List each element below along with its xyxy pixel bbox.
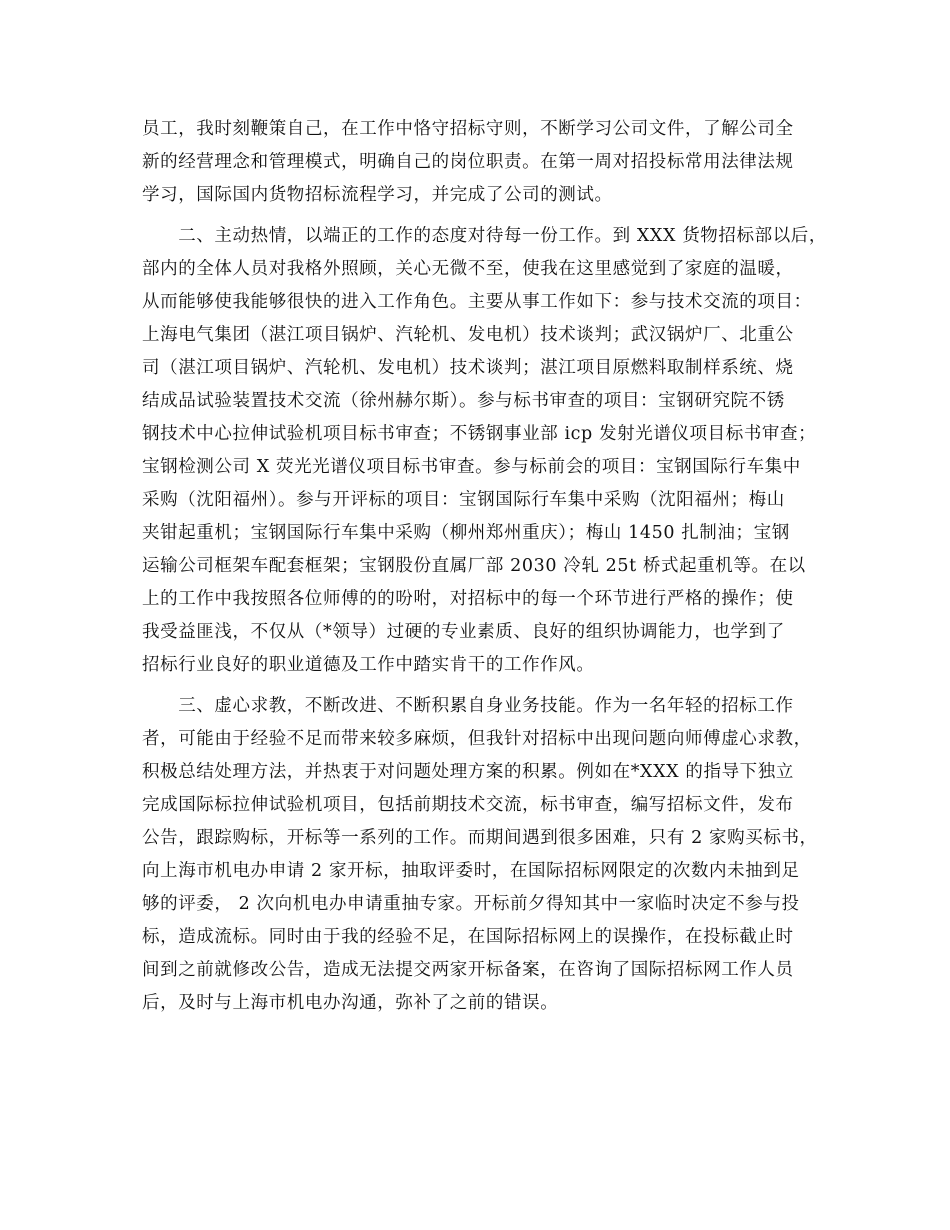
text-line: 结成品试验装置技术交流（徐州赫尔斯）。参与标书审查的项目：宝钢研究院不锈 xyxy=(142,391,785,411)
text-line: 向上海市机电办申请 2 家开标，抽取评委时，在国际招标网限定的次数内未抽到足 xyxy=(142,861,800,881)
text-line: 新的经营理念和管理模式，明确自己的岗位职责。在第一周对招投标常用法律法规 xyxy=(142,152,794,172)
text-line: 够的评委， 2 次向机电办申请重抽专家。开标前夕得知其中一家临时决定不参与投 xyxy=(142,894,800,914)
text-line: 后，及时与上海市机电办沟通，弥补了之前的错误。 xyxy=(142,993,559,1013)
text-line: 上海电气集团（湛江项目锅炉、汽轮机、发电机）技术谈判；武汉锅炉厂、北重公 xyxy=(142,325,794,345)
document-body xyxy=(142,113,827,1020)
text-line: 从而能够使我能够很快的进入工作角色。主要从事工作如下：参与技术交流的项目： xyxy=(142,292,812,312)
paragraph-2 xyxy=(142,220,827,682)
paragraph-spacer xyxy=(142,682,822,690)
text-line: 我受益匪浅，不仅从（*领导）过硬的专业素质、良好的组织协调能力，也学到了 xyxy=(142,622,785,642)
text-line: 部内的全体人员对我格外照顾，关心无微不至，使我在这里感觉到了家庭的温暖， xyxy=(142,259,794,279)
text-line: 间到之前就修改公告，造成无法提交两家开标备案，在咨询了国际招标网工作人员 xyxy=(142,960,794,980)
text-line: 采购（沈阳福州）。参与开评标的项目：宝钢国际行车集中采购（沈阳福州；梅山 xyxy=(142,490,785,510)
text-line: 招标行业良好的职业道德及工作中踏实肯干的工作作风。 xyxy=(142,655,595,675)
text-line: 二、主动热情，以端正的工作的态度对待每一份工作。到 XXX 货物招标部以后， xyxy=(142,226,827,246)
text-line: 钢技术中心拉伸试验机项目标书审查；不锈钢事业部 icp 发射光谱仪项目标书审查； xyxy=(142,424,817,444)
text-line: 员工，我时刻鞭策自己，在工作中恪守招标守则，不断学习公司文件，了解公司全 xyxy=(142,119,794,139)
text-line: 公告，跟踪购标，开标等一系列的工作。而期间遇到很多困难，只有 2 家购买标书， xyxy=(142,828,818,848)
text-line: 者，可能由于经验不足而带来较多麻烦，但我针对招标中出现问题向师傅虚心求教， xyxy=(142,729,812,749)
text-line: 司（湛江项目锅炉、汽轮机、发电机）技术谈判；湛江项目原燃料取制样系统、烧 xyxy=(142,358,794,378)
text-line: 标，造成流标。同时由于我的经验不足，在国际招标网上的误操作，在投标截止时 xyxy=(142,927,794,947)
text-line: 夹钳起重机；宝钢国际行车集中采购（柳州郑州重庆）；梅山 1450 扎制油；宝钢 xyxy=(142,523,790,543)
paragraph-3 xyxy=(142,690,822,1020)
text-line: 运输公司框架车配套框架；宝钢股份直属厂部 2030 冷轧 25t 桥式起重机等。在以 xyxy=(142,556,806,576)
paragraph-spacer xyxy=(142,212,822,220)
text-line: 上的工作中我按照各位师傅的的吩咐，对招标中的每一个环节进行严格的操作；使 xyxy=(142,589,794,609)
text-line: 积极总结处理方法，并热衷于对问题处理方案的积累。例如在*XXX 的指导下独立 xyxy=(142,762,794,782)
text-line: 宝钢检测公司 X 荧光光谱仪项目标书审查。参与标前会的项目：宝钢国际行车集中 xyxy=(142,457,801,477)
text-line: 学习，国际国内货物招标流程学习，并完成了公司的测试。 xyxy=(142,185,613,205)
text-line: 三、虚心求教，不断改进、不断积累自身业务技能。作为一名年轻的招标工作 xyxy=(142,696,794,716)
text-line: 完成国际标拉伸试验机项目，包括前期技术交流，标书审查，编写招标文件，发布 xyxy=(142,795,794,815)
paragraph-1 xyxy=(142,113,822,212)
